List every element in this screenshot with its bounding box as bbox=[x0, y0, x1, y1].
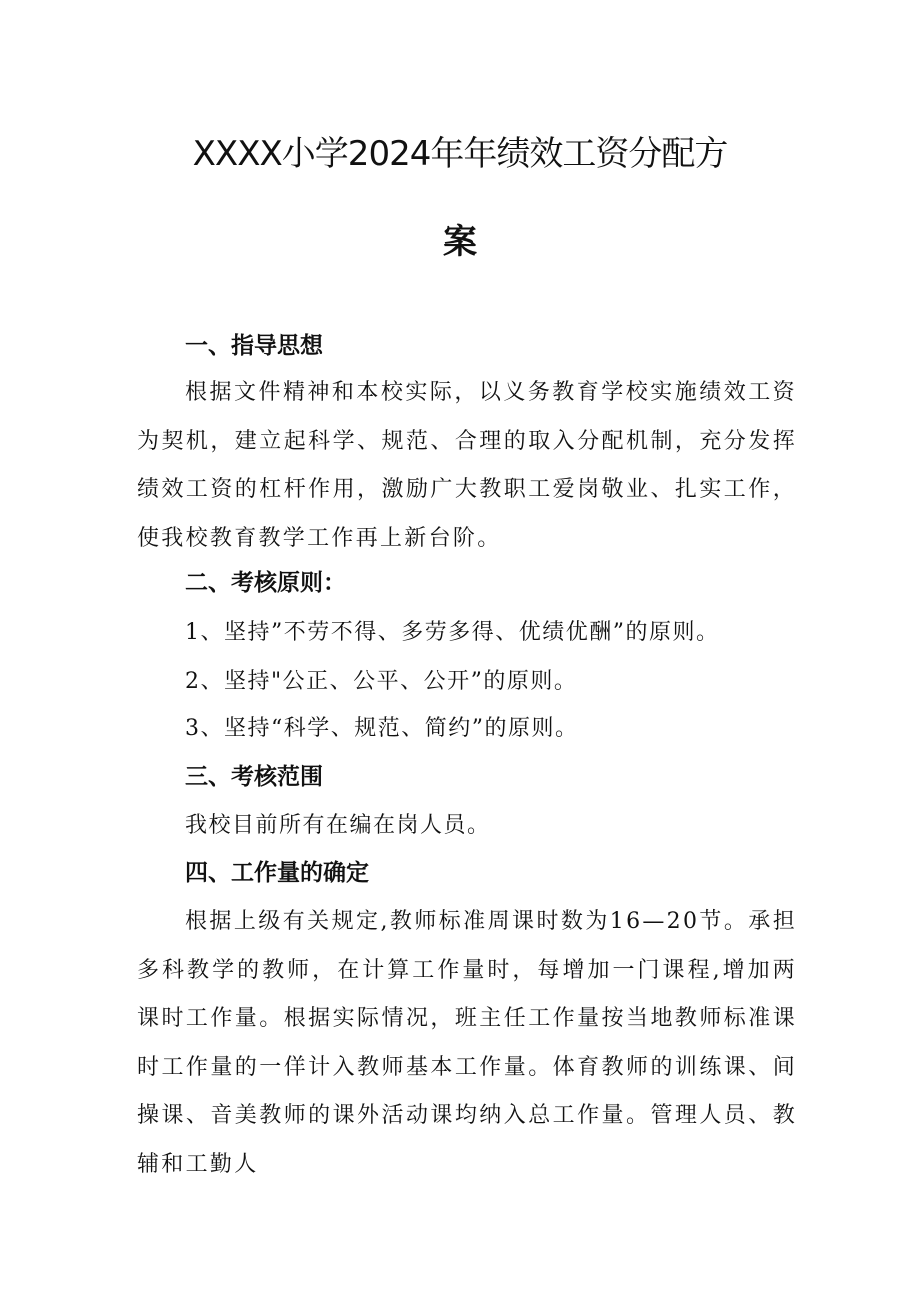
document-title-line-2: 案 bbox=[443, 222, 477, 262]
principle-item-1: 1、坚持”不劳不得、多劳多得、优绩优酬”的原则。 bbox=[185, 620, 720, 645]
section-heading-assessment-principles: 二、考核原则： bbox=[185, 570, 346, 596]
section-heading-workload-determination: 四、工作量的确定 bbox=[185, 860, 369, 886]
section-paragraph-assessment-scope: 我校目前所有在编在岗人员。 bbox=[185, 813, 491, 838]
section-paragraph-workload-determination: 根据上级有关规定,教师标准周课时数为16—20节。承担多科教学的教师，在计算工作量时，每增加一门课程,增加两课时工作量。根据实际情况，班主任工作量按当地教师标准课时工作量的一佯计入教师基本工作量。体育教师的训练课、间操课、音美教师的课外活动课均纳入总工作量。管理人员、教辅和工勤人 bbox=[137, 909, 797, 1177]
document-title-line-1: XXXX小学2024年年绩效工资分配方 bbox=[192, 134, 728, 174]
section-paragraph-guiding-ideology: 根据文件精神和本校实际，以义务教育学校实施绩效工资为契机，建立起科学、规范、合理的取入分配机制，充分发挥绩效工资的杠杆作用，激励广大教职工爱岗敬业、扎实工作，使我校教育教学工作再上新台阶。 bbox=[137, 380, 797, 551]
principle-item-2: 2、坚持"公正、公平、公开”的原则。 bbox=[185, 669, 578, 694]
section-heading-assessment-scope: 三、考核范围 bbox=[185, 764, 323, 790]
section-heading-guiding-ideology: 一、指导思想 bbox=[185, 333, 323, 359]
principle-item-3: 3、坚持“科学、规范、简约”的原则。 bbox=[185, 716, 579, 741]
